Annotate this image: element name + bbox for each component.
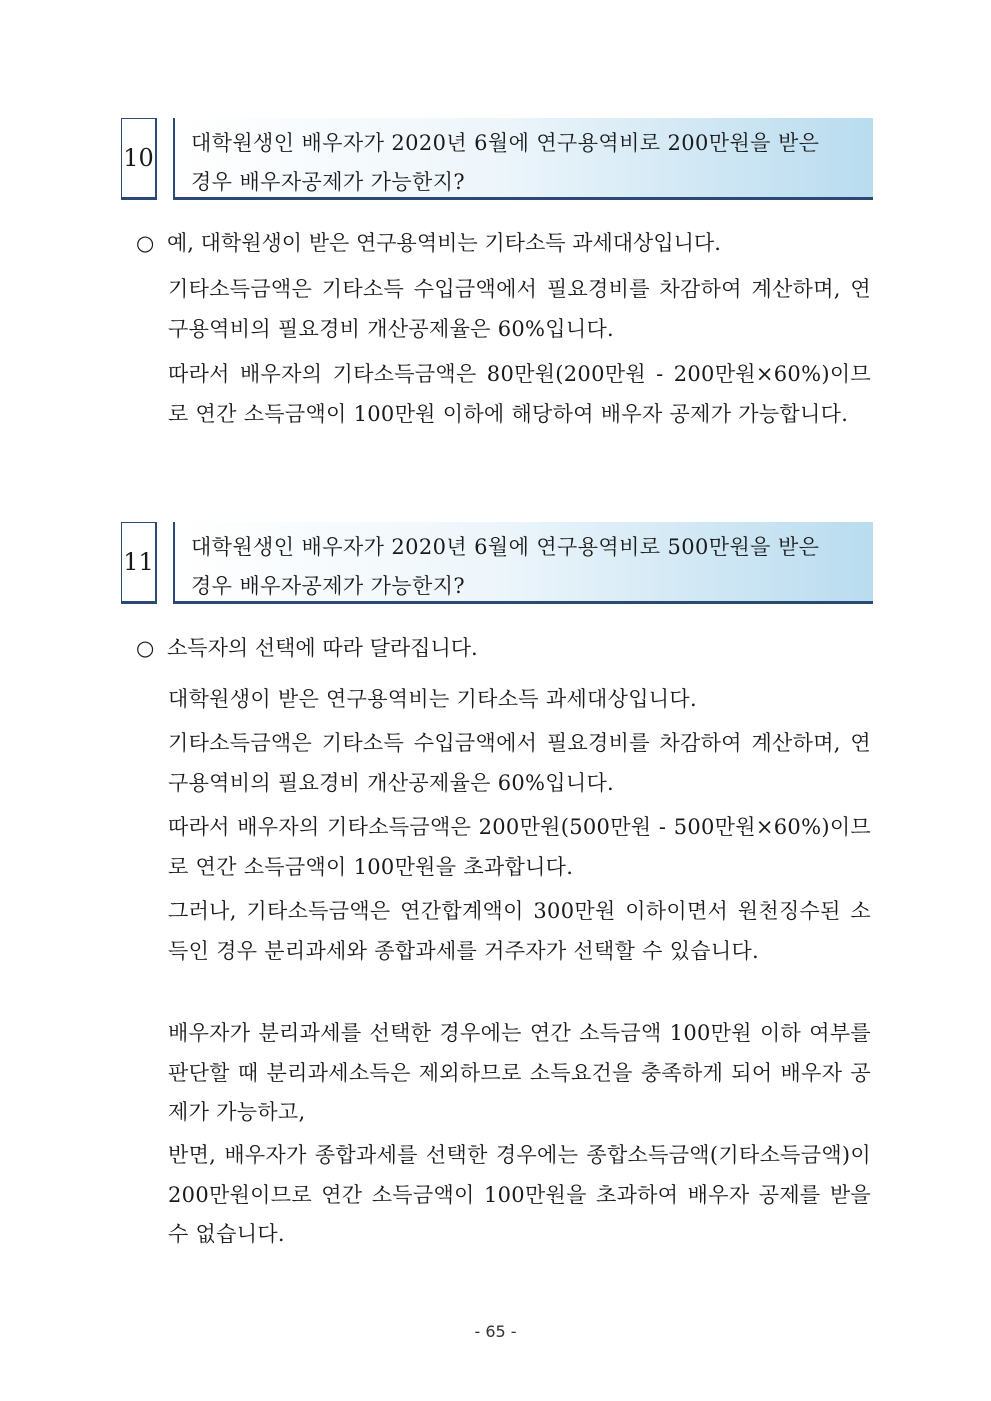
answer-bullet xyxy=(136,634,478,662)
question-line: 대학원생인 배우자가 2020년 6월에 연구용역비로 500만원을 받은 xyxy=(191,535,820,559)
answer-paragraph: 배우자가 분리과세를 선택한 경우에는 연간 소득금액 100만원 이하 여부를 판단할 때 분리과세소득은 제외하므로 소득요건을 충족하게 되어 배우자 공제가 가능하고, xyxy=(168,1021,871,1124)
question-line: 경우 배우자공제가 가능한지? xyxy=(191,574,466,598)
answer-paragraph: 따라서 배우자의 기타소득금액은 200만원(500만원 - 500만원×60%)이므로 연간 소득금액이 100만원을 초과합니다. xyxy=(168,815,871,879)
answer-paragraph: 기타소득금액은 기타소득 수입금액에서 필요경비를 차감하여 계산하며, 연구용역비의 필요경비 개산공제율은 60%입니다. xyxy=(168,731,871,795)
answer-summary: 소득자의 선택에 따라 달라집니다. xyxy=(167,636,478,660)
answer-bullet xyxy=(136,229,721,257)
answer-paragraph: 반면, 배우자가 종합과세를 선택한 경우에는 종합소득금액(기타소득금액)이 200만원이므로 연간 소득금액이 100만원을 초과하여 배우자 공제를 받을 수 없습니다. xyxy=(168,1143,871,1246)
circle-bullet-icon: ○ xyxy=(136,636,155,660)
answer-paragraph: 따라서 배우자의 기타소득금액은 80만원(200만원 - 200만원×60%)이므로 연간 소득금액이 100만원 이하에 해당하여 배우자 공제가 가능합니다. xyxy=(168,362,871,426)
question-text xyxy=(173,522,873,604)
question-number: 11 xyxy=(121,522,157,604)
circle-bullet-icon: ○ xyxy=(136,231,155,255)
page-number: - 65 - xyxy=(474,1322,517,1341)
question-number: 10 xyxy=(121,118,157,200)
answer-paragraph: 대학원생이 받은 연구용역비는 기타소득 과세대상입니다. xyxy=(168,687,697,711)
question-line: 대학원생인 배우자가 2020년 6월에 연구용역비로 200만원을 받은 xyxy=(191,131,820,155)
question-line: 경우 배우자공제가 가능한지? xyxy=(191,170,466,194)
answer-paragraph: 기타소득금액은 기타소득 수입금액에서 필요경비를 차감하여 계산하며, 연구용역비의 필요경비 개산공제율은 60%입니다. xyxy=(168,277,871,341)
question-block-10 xyxy=(121,118,873,202)
answer-paragraph: 그러나, 기타소득금액은 연간합계액이 300만원 이하이면서 원천징수된 소득인 경우 분리과세와 종합과세를 거주자가 선택할 수 있습니다. xyxy=(168,899,871,963)
answer-summary: 예, 대학원생이 받은 연구용역비는 기타소득 과세대상입니다. xyxy=(167,231,721,255)
question-text xyxy=(173,118,873,200)
question-block-11 xyxy=(121,522,873,606)
